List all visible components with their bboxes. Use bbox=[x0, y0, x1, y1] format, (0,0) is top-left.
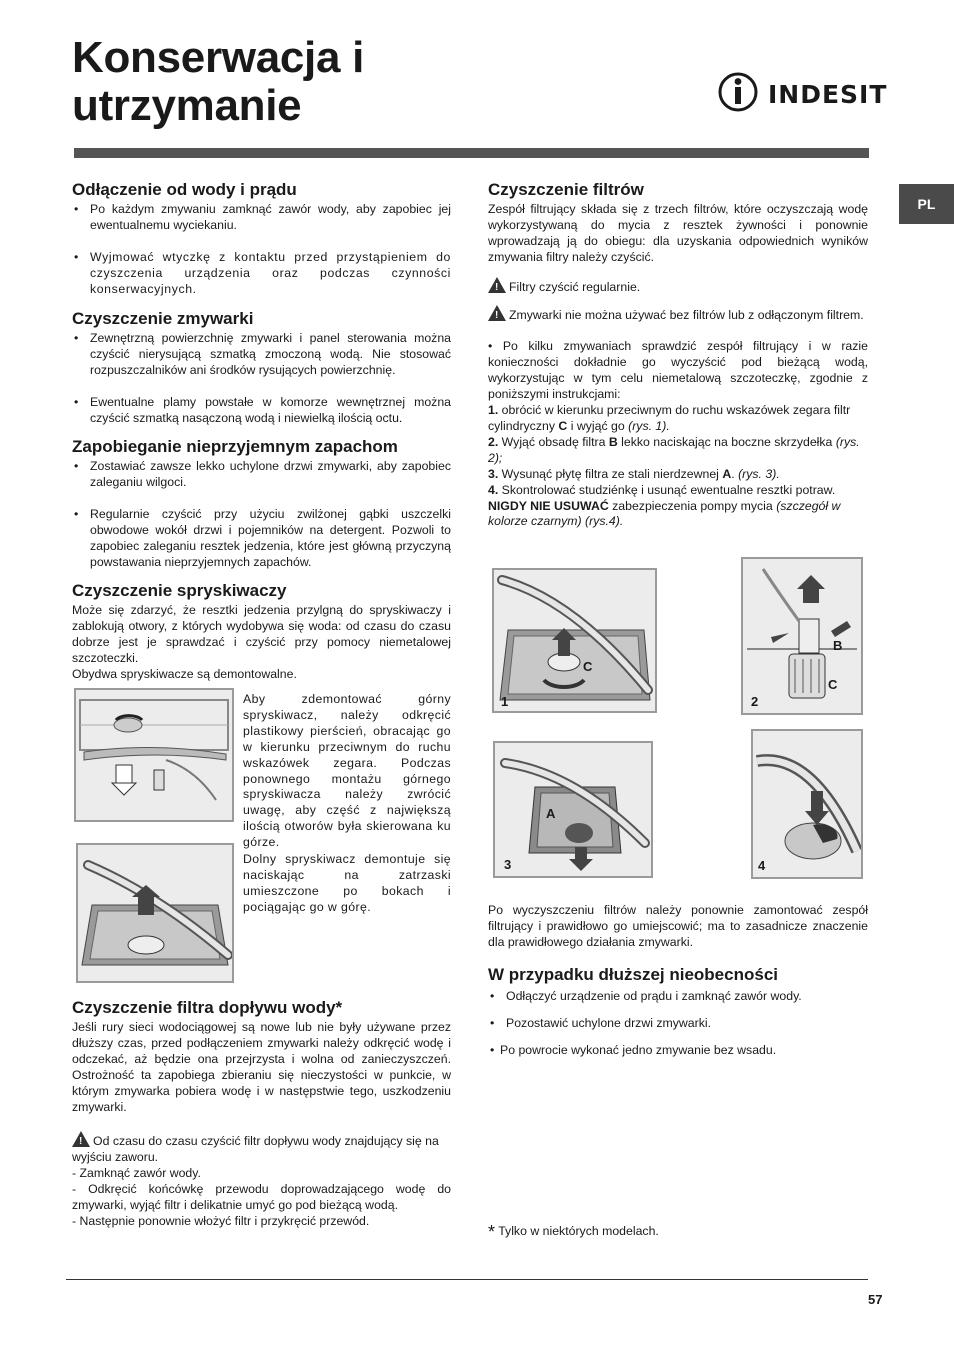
inlet-step: - Zamknąć zawór wody. bbox=[72, 1166, 201, 1181]
filters-step-1 bbox=[488, 403, 868, 435]
list-item: • Zewnętrzną powierzchnię zmywarki i panel sterowania można czyścić nierysującą szmatką zmoczoną wodą. Nie stosować rozpuszczalników ani środków rysujących powierzchnię. bbox=[72, 331, 451, 379]
step-text: Wysunąć płytę filtra ze stali nierdzewnej bbox=[498, 466, 723, 481]
figure-4 bbox=[751, 729, 863, 879]
step-text: Skontrolować studziénkę i usunąć ewentualne resztki potraw. bbox=[498, 482, 836, 497]
inlet-filter-warning bbox=[72, 1131, 451, 1166]
brand-name: INDESIT bbox=[768, 80, 888, 109]
step-text: lekko naciskając na boczne skrzydełka bbox=[617, 434, 836, 449]
step-letter: C bbox=[558, 418, 568, 433]
header-divider bbox=[74, 148, 869, 158]
step-number: 1. bbox=[488, 403, 499, 418]
step-number: 4. bbox=[488, 482, 499, 497]
heading-sprayers: Czyszczenie spryskiwaczy bbox=[72, 581, 287, 600]
inlet-filter-text: Jeśli rury sieci wodociągowej są nowe lub nie były używane przez dłuższy czas, przed podłączeniem zmywarki należy odkręcić wodę i odczekać, aż będzie ona przejrzysta i wolna od zanieczyszczeń. Ostrożność ta zapobiega zbieraniu się nieczystości w punkcie, w którym zmywarka pobiera wodę i w następstwie tego, uszkodzeniu zmywarki. bbox=[72, 1020, 451, 1114]
filter-figure-1-illustration bbox=[494, 570, 655, 711]
lower-sprayer-text: Dolny spryskiwacz demontuje się naciskając na zatrzaski umieszczone po bokach i pociągając go w górę. bbox=[243, 852, 451, 914]
step-letter: B bbox=[608, 434, 618, 449]
section-odors bbox=[72, 437, 451, 586]
page-title: Konserwacja i utrzymanie bbox=[72, 33, 365, 130]
upper-sprayer-figure bbox=[74, 688, 234, 822]
warning-icon bbox=[488, 305, 506, 321]
heading-filters: Czyszczenie filtrów bbox=[488, 180, 644, 199]
lower-sprayer-figure bbox=[76, 843, 234, 983]
step-text: zabezpieczenia pompy mycia bbox=[608, 498, 777, 513]
filters-step-3 bbox=[488, 467, 868, 483]
heading-inlet-filter: Czyszczenie filtra dopływu wody* bbox=[72, 998, 343, 1017]
filter-figure-4-illustration bbox=[753, 731, 861, 877]
section-filters bbox=[488, 180, 868, 530]
warning-text: Filtry czyścić regularnie. bbox=[509, 279, 641, 294]
figure-label: B bbox=[833, 638, 843, 653]
filters-intro: • Po kilku zmywaniach sprawdzić zespół filtrujący i w razie konieczności dokładnie go wyczyścić pod bieżącą wodą, wykorzystując w tym celu niemetalową szczoteczkę, zgodnie z poniższymi instrukcjami: bbox=[488, 339, 868, 402]
heading-odors: Zapobieganie nieprzyjemnym zapachom bbox=[72, 437, 398, 456]
heading-cleaning-dishwasher: Czyszczenie zmywarki bbox=[72, 309, 254, 328]
warning-icon bbox=[72, 1131, 90, 1147]
section-disconnect bbox=[72, 180, 451, 314]
never-remove-label: NIGDY NIE USUWAĆ bbox=[488, 498, 609, 513]
warning-text: Od czasu do czasu czyścić filtr dopływu wody znajdujący się na wyjściu zaworu. bbox=[72, 1134, 439, 1165]
figure-label: C bbox=[828, 677, 838, 692]
figure-3 bbox=[493, 741, 653, 878]
section-inlet-filter bbox=[72, 998, 451, 1230]
list-item: • Po każdym zmywaniu zamknąć zawór wody, aby zapobiec jej ewentualnemu wyciekaniu. bbox=[72, 202, 451, 234]
filters-warning-2 bbox=[488, 305, 868, 324]
step-text: Wyjąć obsadę filtra bbox=[498, 434, 609, 449]
step-ref: (rys. 2); bbox=[488, 434, 860, 465]
lower-sprayer-illustration bbox=[78, 845, 232, 981]
step-number: 3. bbox=[488, 466, 499, 481]
section-absence bbox=[488, 965, 868, 1075]
warning-icon bbox=[488, 277, 506, 293]
figure-number: 1 bbox=[501, 694, 509, 709]
list-item: • Po powrocie wykonać jedno zmywanie bez wsadu. bbox=[488, 1043, 868, 1059]
filters-after-text: Po wyczyszczeniu filtrów należy ponownie zamontować zespół filtrujący i prawidłowo go umiejscowić; ma to zasadnicze znaczenie dla prawidłowego działania zmywarki. bbox=[488, 903, 868, 949]
filters-warning-1 bbox=[488, 277, 868, 296]
footnote-star: * bbox=[488, 1222, 496, 1242]
page-number: 57 bbox=[868, 1292, 883, 1307]
step-ref: (rys. 1). bbox=[628, 418, 670, 433]
section-sprayers bbox=[72, 581, 451, 683]
list-item: • Wyjmować wtyczkę z kontaktu przed przystąpieniem do czyszczenia urządzenia oraz podczas czynności konserwacyjnych. bbox=[72, 250, 451, 298]
list-item: • Zostawiać zawsze lekko uchylone drzwi zmywarki, aby zapobiec zaleganiu wilgoci. bbox=[72, 459, 451, 491]
upper-sprayer-text: Aby zdemontować górny spryskiwacz, należy odkręcić plastikowy pierścień, obracając go w kierunku przeciwnym do ruchu wskazówek zegara. Podczas ponownego montażu górnego spryskiwacza należy zwrócić uwagę, aby część z największą ilością otworów była skierowana ku górze. bbox=[243, 692, 451, 850]
warning-text: Zmywarki nie można używać bez filtrów lub z odłączonym filtrem. bbox=[509, 307, 864, 322]
figure-number: 4 bbox=[758, 858, 766, 873]
step-ref: (rys. 3). bbox=[738, 466, 780, 481]
sprayers-text: Może się zdarzyć, że resztki jedzenia przylgną do spryskiwaczy i zablokują otwory, z których wydobywa się woda: od czasu do czasu dobrze jest je sprawdzać i czyścić przy pomocy niemetalowej szczoteczki. bbox=[72, 603, 451, 665]
list-item: • Pozostawić uchylone drzwi zmywarki. bbox=[488, 1016, 868, 1032]
language-badge: PL bbox=[899, 184, 954, 224]
step-ref: (szczegół w kolorze czarnym) (rys.4). bbox=[488, 498, 841, 529]
filters-text: Zespół filtrujący składa się z trzech filtrów, które oczyszczają wodę wykorzystywaną do mycia z resztek żywności i ponownie wprowadzają ją do obiegu: dla uzyskania odpowiednich wyników zmywania filtry należy czyścić. bbox=[488, 202, 868, 264]
list-item: • Ewentualne plamy powstałe w komorze wewnętrznej można czyścić szmatką nasączoną wodą i niewielką ilością octu. bbox=[72, 395, 451, 427]
brand-logo-icon bbox=[718, 72, 762, 112]
figure-label: C bbox=[583, 659, 593, 674]
heading-disconnect: Odłączenie od wody i prądu bbox=[72, 180, 297, 199]
filter-figure-2-illustration bbox=[743, 559, 861, 713]
list-item: • Odłączyć urządzenie od prądu i zamknąć zawór wody. bbox=[488, 989, 868, 1005]
heading-absence: W przypadku dłuższej nieobecności bbox=[488, 965, 778, 984]
upper-sprayer-illustration bbox=[76, 690, 232, 820]
step-text: i wyjąć go bbox=[567, 418, 629, 433]
step-number: 2. bbox=[488, 434, 499, 449]
figure-label: A bbox=[546, 806, 556, 821]
inlet-step: - Odkręcić końcówkę przewodu doprowadzającego wodę do zmywarki, wyjąć filtr i delikatnie umyć go pod bieżącą wodą. bbox=[72, 1182, 451, 1213]
figure-number: 3 bbox=[504, 857, 512, 872]
footnote-text: Tylko w niektórych modelach. bbox=[498, 1224, 659, 1238]
inlet-step: - Następnie ponownie włożyć filtr i przykręcić przewód. bbox=[72, 1213, 370, 1228]
step-text: obrócić w kierunku przeciwnym do ruchu wskazówek zegara filtr cylindryczny bbox=[488, 403, 851, 433]
filter-figure-3-illustration bbox=[495, 743, 651, 876]
section-cleaning-dishwasher bbox=[72, 309, 451, 443]
step-letter: A bbox=[722, 466, 732, 481]
sprayers-text2: Obydwa spryskiwacze są demontowalne. bbox=[72, 666, 297, 681]
figure-1 bbox=[492, 568, 657, 713]
footer-divider bbox=[66, 1279, 868, 1280]
list-item: • Regularnie czyścić przy użyciu zwilżonej gąbki uszczelki obwodowe wokół drzwi i pojemników na detergent. Pozwoli to zapobiec zaleganiu resztek jedzenia, które jest główną przyczyną powstawania nieprzyjemnych zapachów. bbox=[72, 507, 451, 571]
figure-2 bbox=[741, 557, 863, 715]
filters-step-2 bbox=[488, 435, 868, 467]
filters-never-remove bbox=[488, 499, 868, 531]
figure-number: 2 bbox=[751, 694, 759, 709]
step-text: . bbox=[731, 466, 739, 481]
footnote bbox=[488, 1224, 868, 1241]
filters-step-4 bbox=[488, 483, 868, 499]
